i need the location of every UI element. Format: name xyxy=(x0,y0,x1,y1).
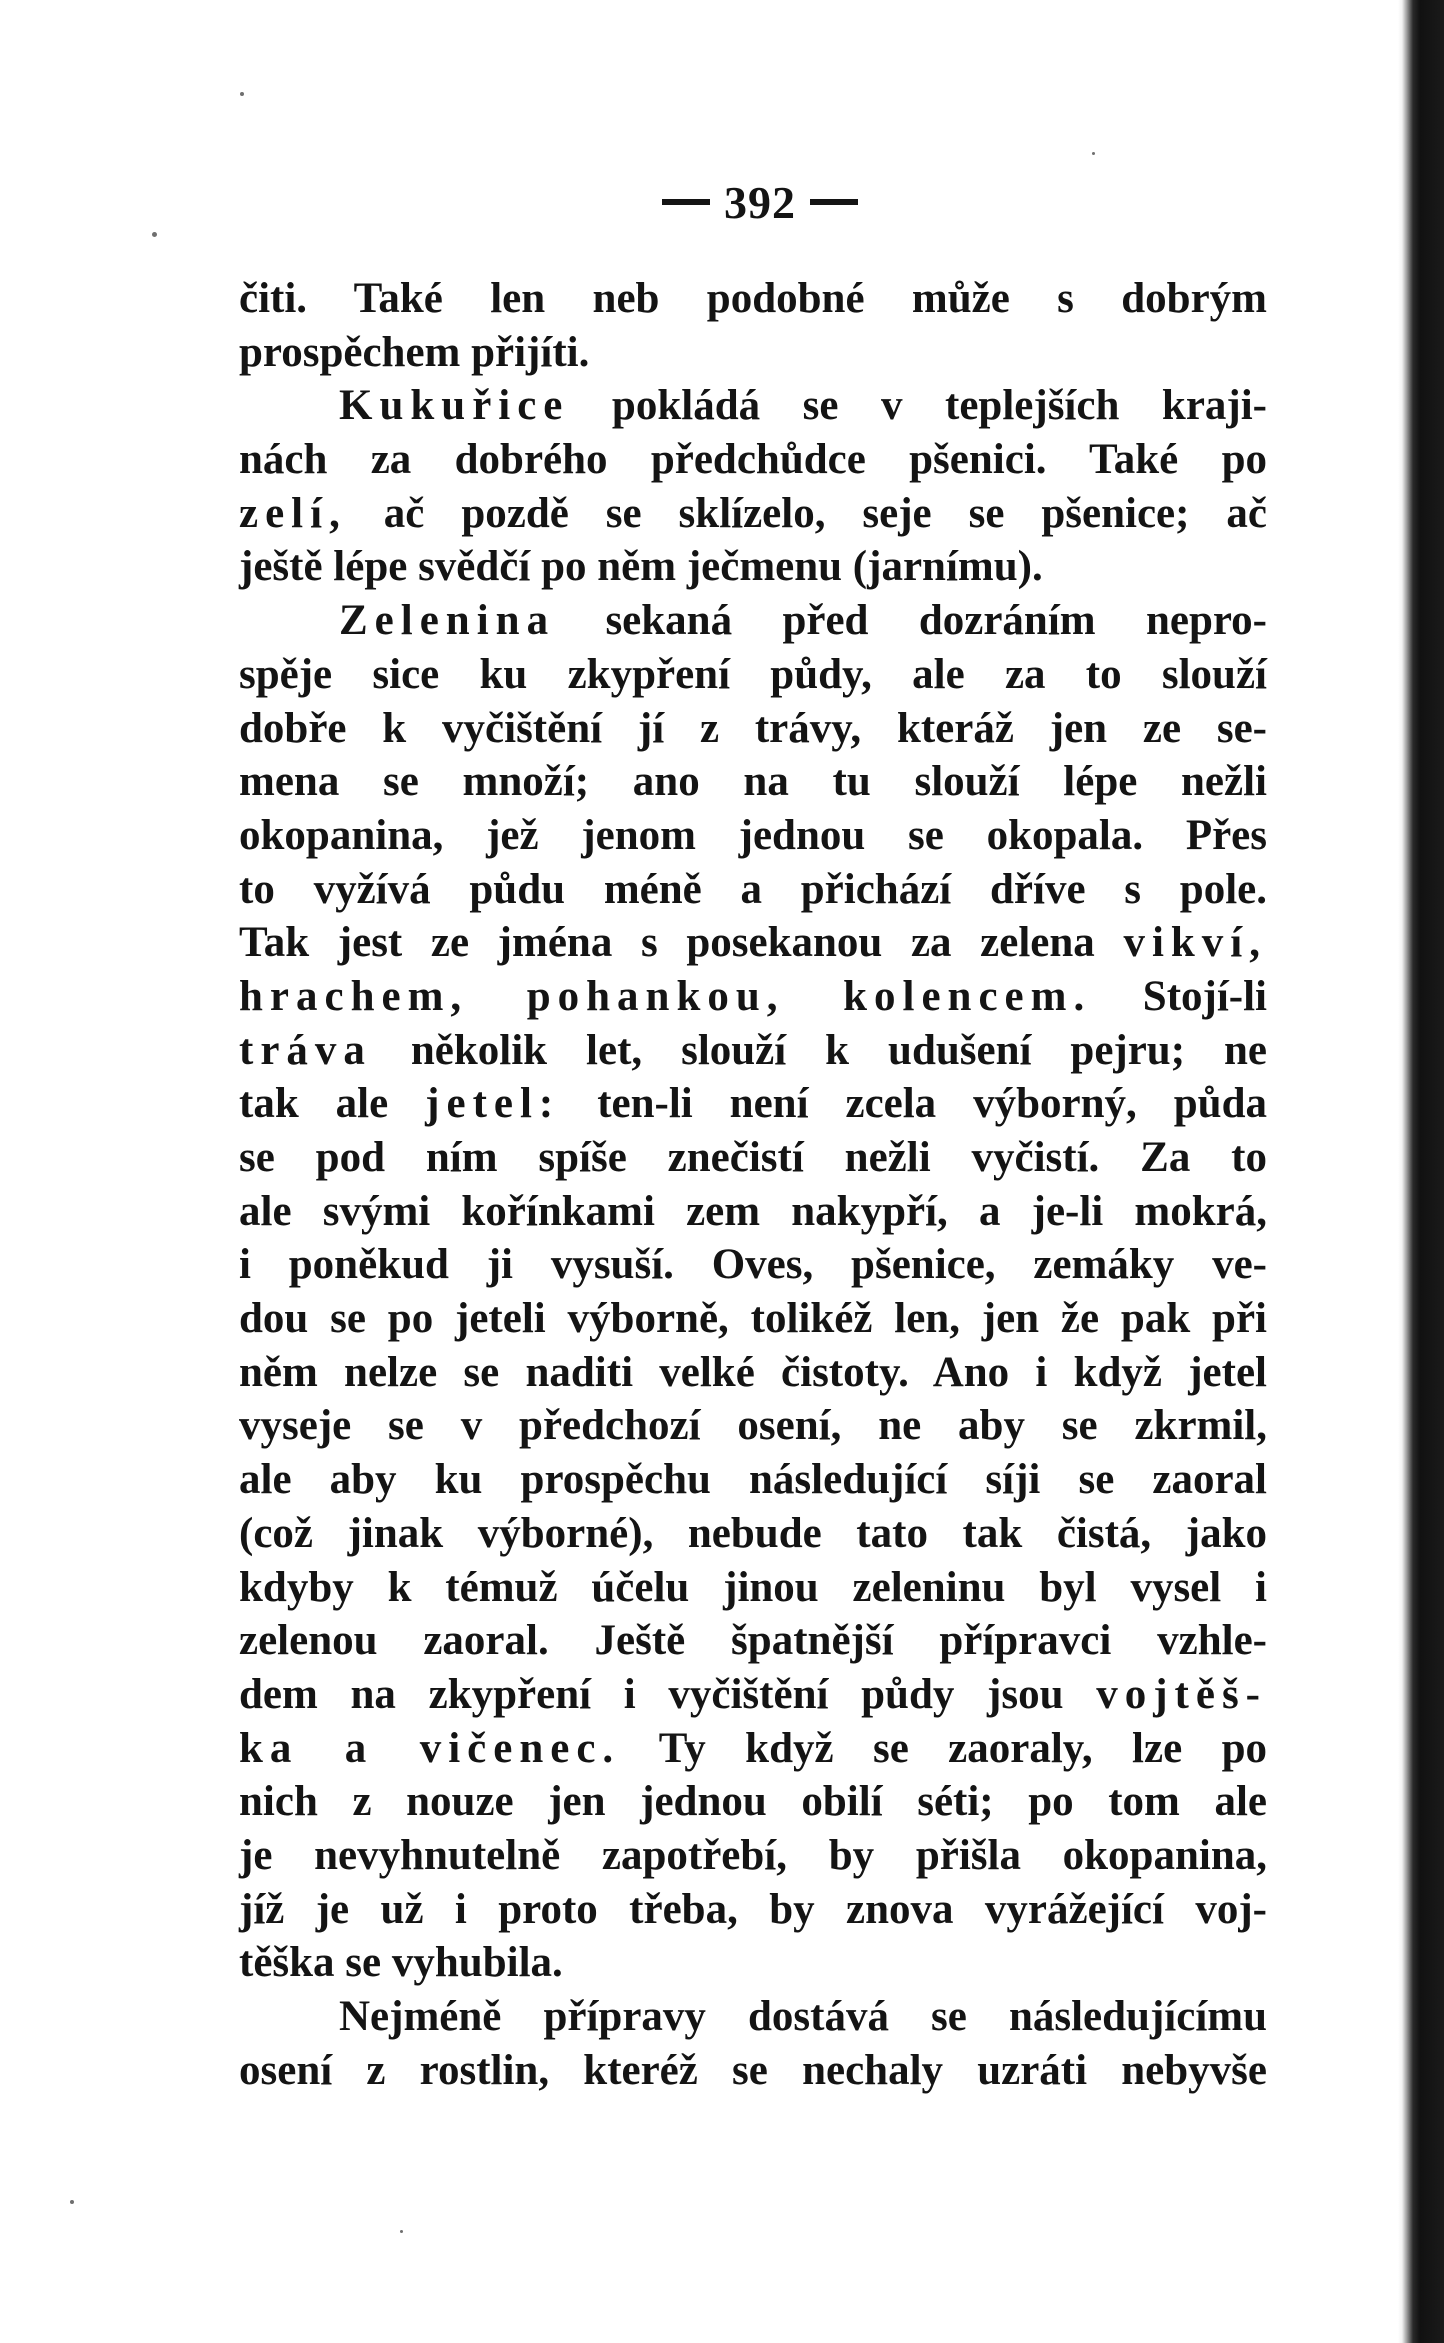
text-line: ale svými kořínkami zem nakypří, a je-li mokrá, xyxy=(239,1187,1267,1235)
text-line: ale aby ku prospěchu následující síji se zaoral xyxy=(239,1456,1267,1504)
text-line: dem na zkypření i vyčištění půdy jsou vojtěš- xyxy=(239,1670,1267,1718)
text-line: Nejméně přípravy dostává se následujícímu xyxy=(339,1993,1267,2040)
text-line: dobře k vyčištění jí z trávy, kteráž jen ze se- xyxy=(239,704,1267,752)
text-line: se pod ním spíše znečistí nežli vyčistí. Za to xyxy=(239,1134,1267,1181)
text-line: dou se po jeteli výborně, tolikéž len, jen že pak při xyxy=(239,1295,1267,1343)
scan-speck xyxy=(240,92,244,96)
text-line: i poněkud ji vysuší. Oves, pšenice, zemáky ve- xyxy=(239,1241,1267,1289)
text-line: hrachem, pohankou, kolencem. Stojí-li xyxy=(239,972,1267,1020)
text-line: vyseje se v předchozí osení, ne aby se zkrmil, xyxy=(239,1402,1267,1450)
page-number: 392 xyxy=(724,176,796,228)
text-line: prospěchem přijíti. xyxy=(239,328,590,376)
scan-speck xyxy=(152,232,157,237)
text-line: jíž je už i proto třeba, by znova vyrážející voj- xyxy=(239,1885,1267,1933)
text-line: ještě lépe svědčí po něm ječmenu (jarnímu). xyxy=(239,543,1043,591)
header-dash-left xyxy=(662,199,710,205)
scan-speck xyxy=(1092,152,1095,155)
text-line: spěje sice ku zkypření půdy, ale za to slouží xyxy=(239,650,1267,698)
text-line: mena se množí; ano na tu slouží lépe nežli xyxy=(239,758,1267,806)
header-dash-right xyxy=(810,199,858,205)
text-line: ka a vičenec. Ty když se zaoraly, lze po xyxy=(239,1724,1267,1772)
text-line: osení z rostlin, kteréž se nechaly uzráti nebyvše xyxy=(239,2046,1267,2094)
text-line: je nevyhnutelně zapotřebí, by přišla okopanina, xyxy=(239,1831,1267,1879)
text-line: to vyžívá půdu méně a přichází dříve s pole. xyxy=(239,865,1267,913)
text-line: nách za dobrého předchůdce pšenici. Také po xyxy=(239,436,1267,484)
text-line: tak ale jetel: ten-li není zcela výborný, půda xyxy=(239,1080,1267,1128)
text-line: okopanina, jež jenom jednou se okopala. Přes xyxy=(239,811,1267,859)
body-text xyxy=(239,272,1267,2097)
text-line: (což jinak výborné), nebude tato tak čistá, jako xyxy=(239,1509,1267,1557)
page-header xyxy=(620,172,900,232)
scan-speck xyxy=(70,2200,74,2204)
text-line: kdyby k témuž účelu jinou zeleninu byl vysel i xyxy=(239,1563,1267,1611)
scan-speck xyxy=(400,2230,403,2233)
text-line: tráva několik let, slouží k udušení pejru; ne xyxy=(239,1026,1267,1074)
text-line: zelenou zaoral. Ještě špatnější přípravci vzhle- xyxy=(239,1617,1267,1665)
text-line: Tak jest ze jména s posekanou za zelena vikví, xyxy=(239,919,1267,967)
text-line: Kukuřice pokládá se v teplejších kraji- xyxy=(339,382,1267,430)
text-line: těška se vyhubila. xyxy=(239,1939,563,1987)
text-line: zelí, ač pozdě se sklízelo, seje se pšenice; ač xyxy=(239,489,1267,537)
text-line: Zelenina sekaná před dozráním nepro- xyxy=(339,597,1267,645)
scan-edge-shadow xyxy=(1398,0,1444,2343)
text-line: nich z nouze jen jednou obilí séti; po tom ale xyxy=(239,1778,1267,1826)
text-line: čiti. Také len neb podobné může s dobrým xyxy=(239,275,1267,322)
text-line: něm nelze se naditi velké čistoty. Ano i když jetel xyxy=(239,1348,1267,1396)
